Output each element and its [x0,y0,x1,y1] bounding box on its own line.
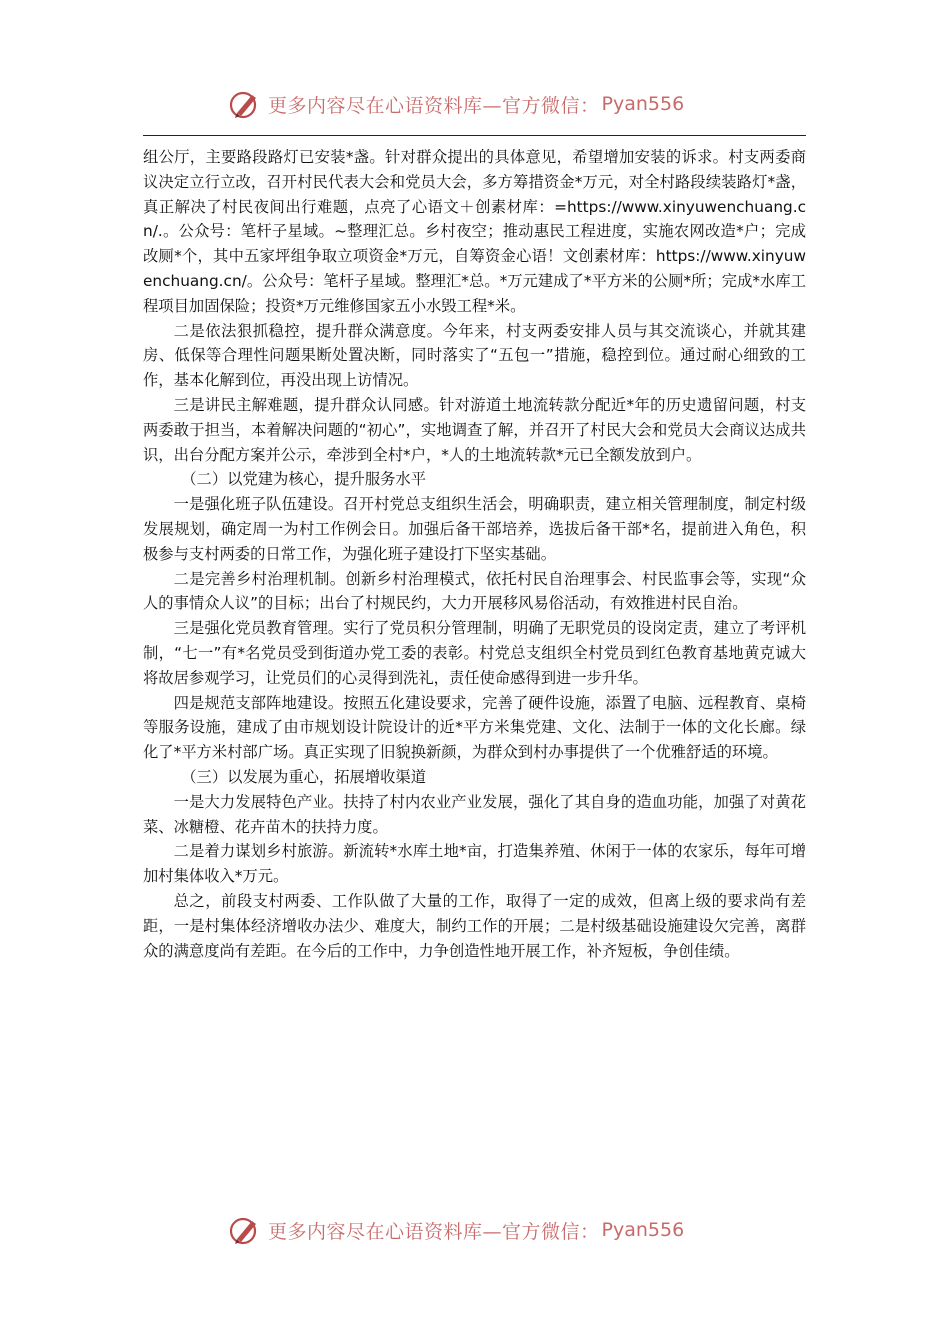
banner-text: 更多内容尽在心语资料库—官方微信： [268,1220,600,1243]
paragraph: 二是完善乡村治理机制。创新乡村治理模式，依托村民自治理事会、村民监事会等，实现“众人的事情众人议”的目标；出台了村规民约，大力开展移风易俗活动，有效推进村民自治。 [143,569,806,613]
paragraph: 二是依法狠抓稳控，提升群众满意度。今年来，村支两委安排人员与其交流谈心，并就其建房、低保等合理性问题果断处置决断，同时落实了“五包一”措施，稳控到位。通过耐心细致的工作，基本化解到位，再没出现上访情况。 [143,321,806,390]
paragraph: 组公厅，主要路段路灯已安装*盏。针对群众提出的具体意见，希望增加安装的诉求。村支两委商议决定立行立改，召开村民代表大会和党员大会，多方筹措资金*万元，对全村路段续装路灯*盏，真正解决了村民夜间出行难题，点亮了心语文＋创素材库：=https://www.xinyuwenchuang.cn/.。公众号：笔杆子星域。~整理汇总。乡村夜空；推动惠民工程进度，实施农网改造*户；完成改厕*个，其中五家坪组争取立项资金*万元，自筹资金心语！文创素材库：https://www.xinyuwenchuang.cn/。公众号：笔杆子星域。整理汇*总。*万元建成了*平方米的公厕*所；完成*水库工程项目加固保险；投资*万元维修国家五小水毁工程*米。 [143,148,806,315]
banner-wechat-id: Pyan556 [601,1219,685,1241]
document-body [143,145,806,963]
section-heading: （三）以发展为重心，拓展增收渠道 [181,767,427,786]
paragraph: 一是大力发展特色产业。扶持了村内农业产业发展，强化了其自身的造血功能，加强了对黄花菜、冰糖橙、花卉苗木的扶持力度。 [143,792,806,836]
paragraph: 二是着力谋划乡村旅游。新流转*水库土地*亩，打造集养殖、休闲于一体的农家乐，每年可增加村集体收入*万元。 [143,842,806,886]
banner-wechat-id: Pyan556 [601,93,685,115]
paragraph: 一是强化班子队伍建设。召开村党总支组织生活会，明确职责，建立相关管理制度，制定村级发展规划，确定周一为村工作例会日。加强后备干部培养，选拔后备干部*名，提前进入角色，积极参与支村两委的日常工作，为强化班子建设打下坚实基础。 [143,495,806,563]
pen-logo-icon [228,87,262,121]
footer-banner [228,1210,684,1250]
section-heading: （二）以党建为核心，提升服务水平 [181,470,427,489]
banner-text: 更多内容尽在心语资料库—官方微信： [268,94,600,117]
header-banner [228,84,684,124]
paragraph: 三是强化党员教育管理。实行了党员积分管理制，明确了无职党员的设岗定责，建立了考评机制，“七一”有*名党员受到街道办党工委的表彰。村党总支组织全村党员到红色教育基地黄克诚大将故居参观学习，让党员们的心灵得到洗礼，责任使命感得到进一步升华。 [143,619,806,687]
paragraph: 四是规范支部阵地建设。按照五化建设要求，完善了硬件设施，添置了电脑、远程教育、桌椅等服务设施，建成了由市规划设计院设计的近*平方米集党建、文化、法制于一体的文化长廊。绿化了*平方米村部广场。真正实现了旧貌换新颜，为群众到村办事提供了一个优雅舒适的环境。 [143,693,806,762]
pen-logo-icon [228,1213,262,1247]
paragraph: 三是讲民主解难题，提升群众认同感。针对游道土地流转款分配近*年的历史遗留问题，村支两委敢于担当，本着解决问题的“初心”，实地调查了解，并召开了村民大会和党员大会商议达成共识，出台分配方案并公示，牵涉到全村*户，*人的土地流转款*元已全额发放到户。 [143,395,806,464]
paragraph: 总之，前段支村两委、工作队做了大量的工作，取得了一定的成效，但离上级的要求尚有差距，一是村集体经济增收办法少、难度大，制约工作的开展；二是村级基础设施建设欠完善，离群众的满意度尚有差距。在今后的工作中，力争创造性地开展工作，补齐短板，争创佳绩。 [143,891,806,960]
header-rule [143,135,806,136]
